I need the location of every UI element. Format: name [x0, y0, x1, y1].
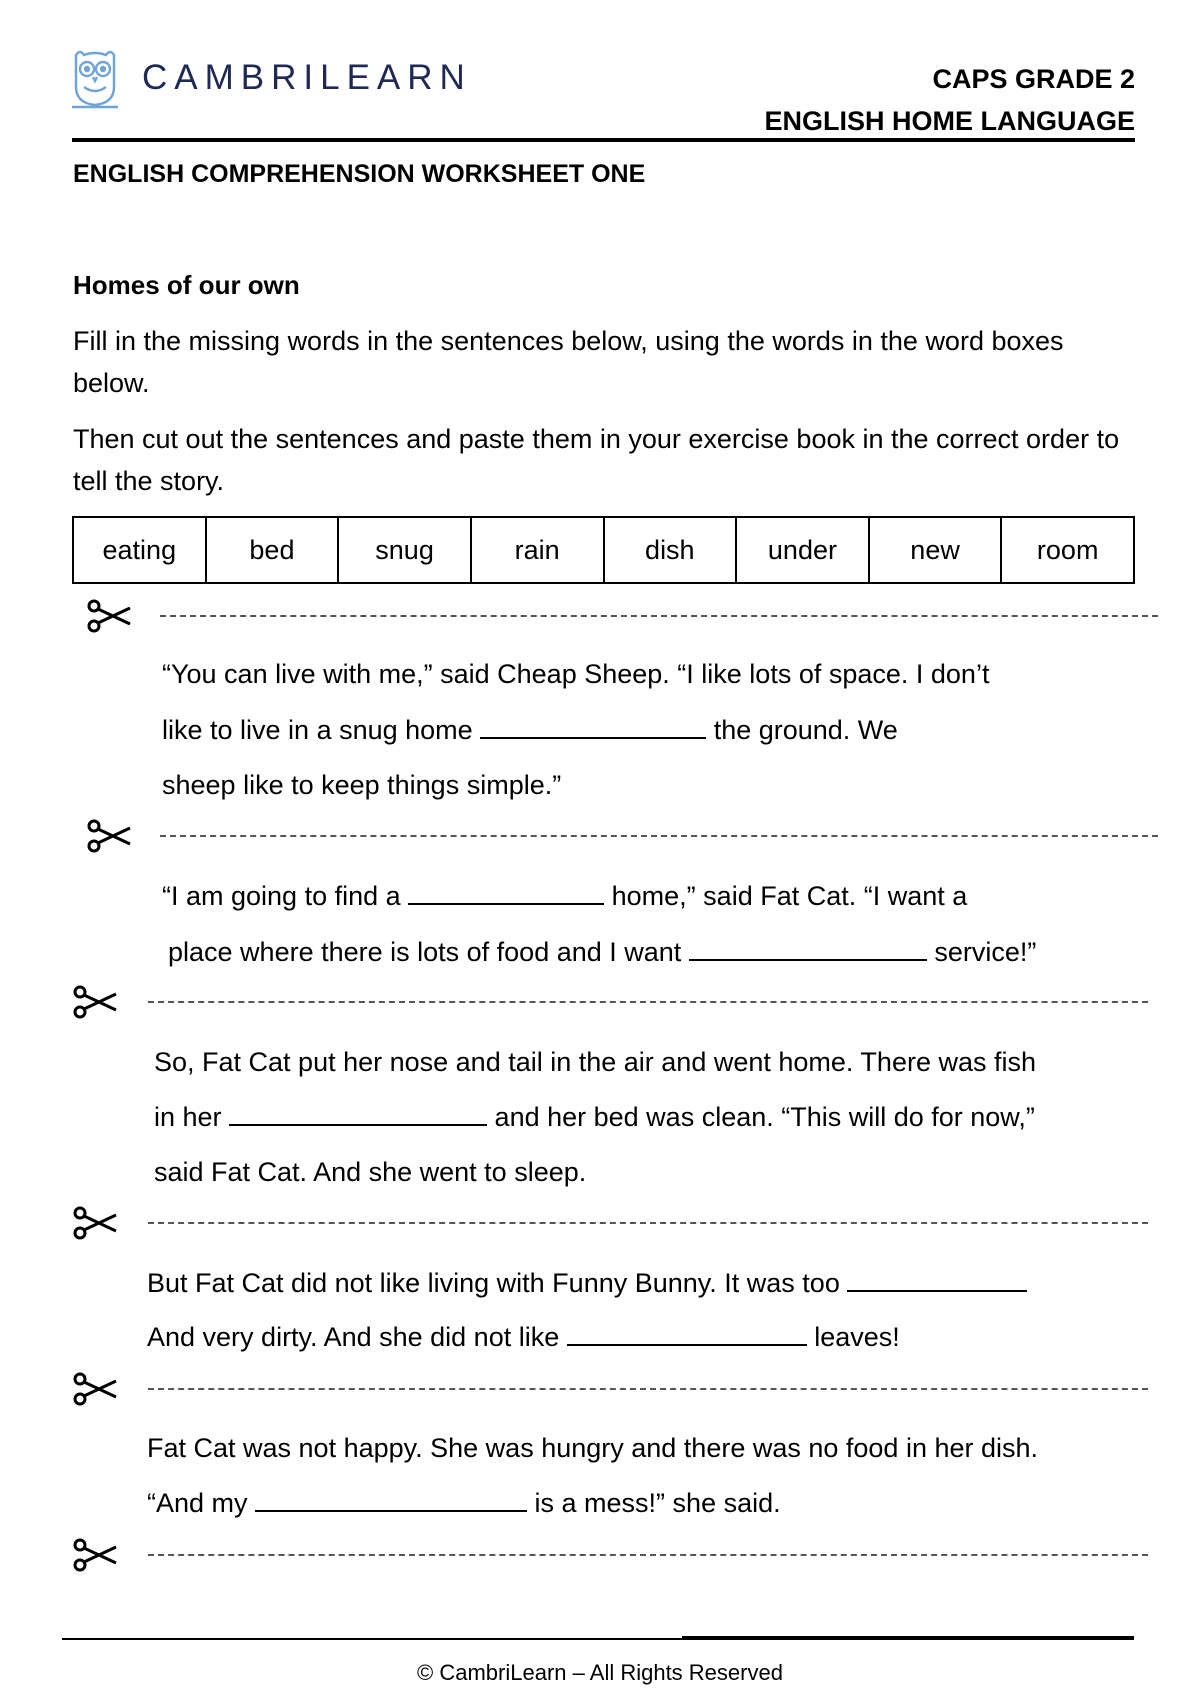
- passage-line: [147, 1266, 1027, 1300]
- passage-line: [147, 1431, 1038, 1465]
- passage-line: [162, 657, 989, 691]
- passage-text: home,” said Fat Cat. “I want a: [604, 881, 968, 911]
- scissors-icon: [72, 984, 118, 1020]
- passage-text: Fat Cat was not happy. She was hungry and there was no food in her dish.: [147, 1433, 1039, 1463]
- passage-line: [154, 1155, 586, 1189]
- passage-text: “I am going to find a: [162, 881, 409, 911]
- passage-text: But Fat Cat did not like living with Funny Bunny. It was too: [147, 1268, 848, 1298]
- subject-label: ENGLISH HOME LANGUAGE: [764, 106, 1135, 136]
- passage-text: leaves!: [806, 1322, 900, 1352]
- word-box-cell: new: [870, 518, 1003, 582]
- passage-text: So, Fat Cat put her nose and tail in the air and went home. There was fish: [154, 1047, 1036, 1077]
- word-box-cell: rain: [472, 518, 605, 582]
- passage-text: “And my: [147, 1488, 256, 1518]
- brand-logo: [70, 46, 472, 110]
- word-box: [72, 516, 1135, 584]
- answer-blank[interactable]: [567, 1320, 807, 1346]
- passage-text: sheep like to keep things simple.”: [162, 770, 562, 800]
- word-box-cell: bed: [207, 518, 340, 582]
- word-box-cell: room: [1036, 534, 1099, 565]
- brand-name: CAMBRILEARN: [142, 58, 472, 97]
- header-rule: [72, 138, 1135, 142]
- word-box-cell: eating: [74, 518, 207, 582]
- word-box-cell: dish: [605, 518, 738, 582]
- passage-line: [154, 1100, 1035, 1134]
- answer-blank[interactable]: [689, 935, 927, 961]
- scissors-icon: [72, 1205, 118, 1241]
- scissors-icon: [86, 818, 132, 854]
- instruction-1: Fill in the missing words in the sentences below, using the words in the word boxes below.: [73, 326, 1064, 398]
- scissors-icon: [72, 1537, 118, 1573]
- answer-blank[interactable]: [255, 1486, 527, 1512]
- passage-text: place where there is lots of food and I want: [168, 937, 689, 967]
- word-box-cell: snug: [339, 518, 472, 582]
- passage-text: service!”: [926, 937, 1037, 967]
- footer-rule-accent: [682, 1636, 1134, 1639]
- cut-line: [72, 1369, 118, 1409]
- passage-line: [162, 879, 967, 913]
- header-info: [764, 58, 1135, 142]
- word-box-cell: under: [737, 518, 870, 582]
- cut-line: [72, 982, 118, 1022]
- passage-line: [162, 713, 898, 747]
- passage-line: [147, 1320, 900, 1354]
- answer-blank[interactable]: [847, 1266, 1027, 1292]
- passage-line: [162, 768, 561, 802]
- passage-text: is a mess!” she said.: [527, 1488, 781, 1518]
- passage-text: like to live in a snug home: [162, 715, 481, 745]
- cut-line: [86, 816, 132, 856]
- passage-line: [168, 935, 1036, 969]
- cut-line: [86, 596, 132, 636]
- scissors-icon: [86, 598, 132, 634]
- passage-text: and her bed was clean. “This will do for now,”: [487, 1102, 1035, 1132]
- answer-blank[interactable]: [480, 713, 706, 739]
- answer-blank[interactable]: [408, 879, 604, 905]
- worksheet-title: ENGLISH COMPREHENSION WORKSHEET ONE: [73, 160, 646, 188]
- grade-label: CAPS GRADE 2: [932, 64, 1135, 94]
- passage-text: “You can live with me,” said Cheap Sheep. “I like lots of space. I don’t: [162, 659, 990, 689]
- passage-line: [147, 1486, 781, 1520]
- passage-line: [154, 1045, 1036, 1079]
- cut-line: [72, 1203, 118, 1243]
- instruction-2: Then cut out the sentences and paste them in your exercise book in the correct order to tell the story.: [73, 424, 1120, 496]
- passage-text: And very dirty. And she did not like: [147, 1322, 567, 1352]
- passage-text: in her: [154, 1102, 230, 1132]
- answer-blank[interactable]: [229, 1100, 487, 1126]
- owl-icon: [70, 47, 120, 109]
- scissors-icon: [72, 1371, 118, 1407]
- cut-line: [72, 1535, 118, 1575]
- passage-text: said Fat Cat. And she went to sleep.: [154, 1157, 587, 1187]
- footer-copyright: © CambriLearn – All Rights Reserved: [417, 1660, 783, 1685]
- section-title: Homes of our own: [73, 270, 300, 300]
- passage-text: the ground. We: [706, 715, 898, 745]
